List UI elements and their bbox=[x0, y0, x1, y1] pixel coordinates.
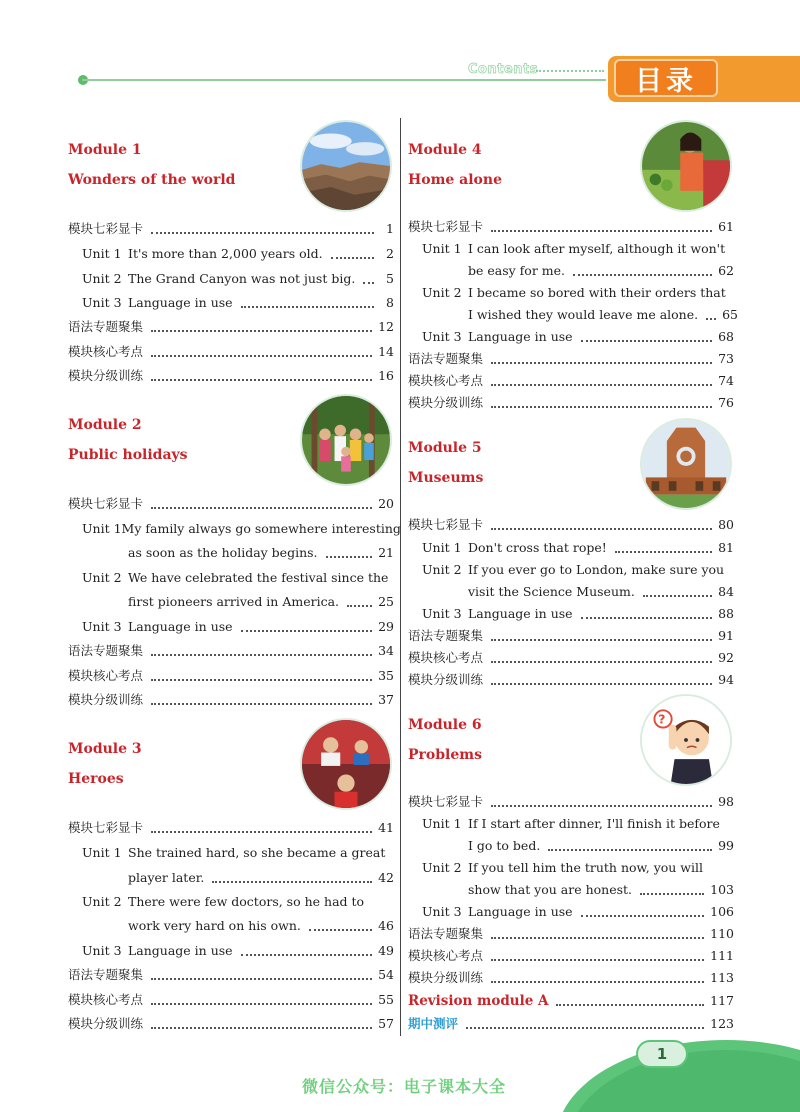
toc-row-unit[interactable] bbox=[82, 293, 394, 313]
module-1-title[interactable]: Wonders of the world bbox=[68, 172, 236, 188]
toc-row[interactable] bbox=[408, 648, 734, 668]
toc-row-unit[interactable] bbox=[422, 239, 734, 259]
row-label: 模块七彩显卡 bbox=[68, 496, 144, 511]
header-rule bbox=[82, 79, 606, 81]
page-number: 62 bbox=[718, 263, 734, 278]
grand-canyon-photo bbox=[300, 120, 392, 212]
page-number: 29 bbox=[378, 619, 394, 634]
unit-title: If I start after dinner, I'll finish it before bbox=[468, 816, 720, 831]
page-number-badge: 1 bbox=[636, 1040, 688, 1068]
page-number: 111 bbox=[710, 948, 734, 963]
toc-row-unit[interactable] bbox=[82, 617, 394, 637]
toc-row-unit[interactable] bbox=[422, 560, 734, 580]
row-label: 模块分级训练 bbox=[68, 368, 144, 383]
unit-title: Language in use bbox=[468, 904, 573, 919]
page-number: 103 bbox=[710, 882, 734, 897]
module-2-title[interactable]: Public holidays bbox=[68, 447, 188, 463]
svg-text:?: ? bbox=[658, 711, 666, 727]
row-label: 模块核心考点 bbox=[408, 948, 484, 963]
toc-row-unit[interactable] bbox=[82, 568, 394, 588]
row-label: 语法专题聚集 bbox=[408, 351, 484, 366]
unit-title: If you tell him the truth now, you will bbox=[468, 860, 703, 875]
row-label: 语法专题聚集 bbox=[68, 643, 144, 658]
toc-row-unit[interactable] bbox=[422, 327, 734, 347]
page-number: 1 bbox=[386, 221, 394, 236]
page-number: 84 bbox=[718, 584, 734, 599]
row-label: 模块七彩显卡 bbox=[408, 794, 484, 809]
unit-title: Language in use bbox=[128, 943, 233, 958]
toc-row[interactable] bbox=[68, 342, 394, 362]
toc-row-unit[interactable] bbox=[82, 269, 394, 289]
unit-title-continued: I go to bed. bbox=[468, 838, 541, 853]
toc-row-midterm[interactable] bbox=[408, 1014, 734, 1034]
toc-row[interactable] bbox=[408, 924, 734, 944]
page-number: 74 bbox=[718, 373, 734, 388]
row-label: 模块分级训练 bbox=[408, 672, 484, 687]
toc-row-continued[interactable] bbox=[468, 880, 734, 900]
page-number: 2 bbox=[386, 246, 394, 261]
row-label: 模块核心考点 bbox=[408, 650, 484, 665]
toc-row[interactable] bbox=[68, 317, 394, 337]
module-5-number[interactable]: Module 5 bbox=[408, 440, 482, 456]
page-number: 41 bbox=[378, 820, 394, 835]
unit-label: Unit 2 bbox=[82, 271, 122, 286]
row-label: 语法专题聚集 bbox=[408, 926, 484, 941]
toc-row-continued[interactable] bbox=[128, 868, 394, 888]
module-1-number[interactable]: Module 1 bbox=[68, 142, 142, 158]
unit-title-continued: as soon as the holiday begins. bbox=[128, 545, 318, 560]
page-number: 99 bbox=[718, 838, 734, 853]
unit-label: Unit 3 bbox=[82, 295, 122, 310]
page-number: 81 bbox=[718, 540, 734, 555]
toc-row[interactable] bbox=[68, 965, 394, 985]
toc-row[interactable] bbox=[408, 393, 734, 413]
toc-row-unit[interactable] bbox=[422, 902, 734, 922]
page-number: 113 bbox=[710, 970, 734, 985]
page-number: 80 bbox=[718, 517, 734, 532]
unit-label: Unit 1 bbox=[82, 521, 122, 536]
module-5-title[interactable]: Museums bbox=[408, 470, 484, 486]
unit-label: Unit 3 bbox=[82, 943, 122, 958]
toc-row[interactable] bbox=[408, 626, 734, 646]
unit-title-continued: I wished they would leave me alone. bbox=[468, 307, 699, 322]
unit-title-continued: be easy for me. bbox=[468, 263, 565, 278]
toc-row[interactable] bbox=[68, 1014, 394, 1034]
page-title: 目录 bbox=[635, 65, 697, 97]
midterm-label: 期中测评 bbox=[408, 1016, 459, 1031]
toc-row[interactable] bbox=[408, 371, 734, 391]
page-number: 88 bbox=[718, 606, 734, 621]
unit-title: The Grand Canyon was not just big. bbox=[128, 271, 356, 286]
unit-label: Unit 1 bbox=[422, 241, 462, 256]
page-number: 34 bbox=[378, 643, 394, 658]
row-label: 模块七彩显卡 bbox=[408, 219, 484, 234]
toc-row[interactable] bbox=[68, 366, 394, 386]
unit-label: Unit 2 bbox=[422, 285, 462, 300]
header-dotted-rule bbox=[536, 70, 604, 72]
column-divider bbox=[400, 118, 401, 1036]
toc-row[interactable] bbox=[408, 946, 734, 966]
unit-title-continued: player later. bbox=[128, 870, 205, 885]
family-holiday-photo bbox=[300, 394, 392, 486]
toc-row-unit[interactable] bbox=[82, 941, 394, 961]
contents-label: Contents bbox=[468, 62, 538, 77]
table-tennis-photo bbox=[300, 718, 392, 810]
page-number: 117 bbox=[710, 993, 734, 1008]
module-2-number[interactable]: Module 2 bbox=[68, 417, 142, 433]
unit-title: Language in use bbox=[468, 329, 573, 344]
page-number: 16 bbox=[378, 368, 394, 383]
toc-row-continued[interactable] bbox=[468, 582, 734, 602]
unit-label: Unit 1 bbox=[82, 246, 122, 261]
toc-row-unit[interactable] bbox=[422, 814, 734, 834]
row-label: 模块核心考点 bbox=[68, 344, 144, 359]
unit-title: She trained hard, so she became a great bbox=[128, 845, 386, 860]
toc-row-unit[interactable] bbox=[422, 283, 734, 303]
unit-title: We have celebrated the festival since the bbox=[128, 570, 389, 585]
unit-label: Unit 3 bbox=[422, 329, 462, 344]
toc-row-unit[interactable] bbox=[422, 538, 734, 558]
toc-row-continued[interactable] bbox=[468, 305, 739, 325]
confused-boy-illustration bbox=[640, 694, 732, 786]
row-label: 模块分级训练 bbox=[408, 970, 484, 985]
toc-row[interactable] bbox=[408, 670, 734, 690]
unit-label: Unit 1 bbox=[422, 540, 462, 555]
unit-label: Unit 3 bbox=[422, 606, 462, 621]
unit-label: Unit 1 bbox=[82, 845, 122, 860]
toc-row[interactable] bbox=[68, 641, 394, 661]
page-number: 5 bbox=[386, 271, 394, 286]
toc-row-unit[interactable] bbox=[82, 244, 394, 264]
toc-row[interactable] bbox=[68, 666, 394, 686]
page-number: 110 bbox=[710, 926, 734, 941]
row-label: 模块七彩显卡 bbox=[68, 221, 144, 236]
toc-row-continued[interactable] bbox=[128, 592, 394, 612]
page-number: 68 bbox=[718, 329, 734, 344]
page-number: 94 bbox=[718, 672, 734, 687]
row-label: 模块七彩显卡 bbox=[408, 517, 484, 532]
unit-label: Unit 3 bbox=[422, 904, 462, 919]
page-number: 20 bbox=[378, 496, 394, 511]
unit-label: Unit 2 bbox=[82, 894, 122, 909]
toc-row-unit[interactable] bbox=[82, 892, 394, 912]
page-number: 8 bbox=[386, 295, 394, 310]
page-number: 12 bbox=[378, 319, 394, 334]
unit-title: Language in use bbox=[128, 619, 233, 634]
revision-module-label: Revision module A bbox=[408, 993, 549, 1009]
museum-building-photo bbox=[640, 418, 732, 510]
girl-shopping-photo bbox=[640, 120, 732, 212]
unit-title-continued: first pioneers arrived in America. bbox=[128, 594, 339, 609]
unit-title: Don't cross that rope! bbox=[468, 540, 607, 555]
module-4-number[interactable]: Module 4 bbox=[408, 142, 482, 158]
row-label: 语法专题聚集 bbox=[68, 967, 144, 982]
page-number: 46 bbox=[378, 918, 394, 933]
unit-title: I became so bored with their orders that bbox=[468, 285, 726, 300]
toc-row[interactable] bbox=[408, 349, 734, 369]
unit-title-continued: visit the Science Museum. bbox=[468, 584, 635, 599]
toc-row[interactable] bbox=[68, 219, 394, 239]
row-label: 模块分级训练 bbox=[68, 692, 144, 707]
unit-label: Unit 3 bbox=[82, 619, 122, 634]
page-number: 73 bbox=[718, 351, 734, 366]
page-number: 42 bbox=[378, 870, 394, 885]
unit-label: Unit 2 bbox=[422, 562, 462, 577]
unit-title: My family always go somewhere interesting bbox=[121, 521, 401, 536]
toc-row-unit[interactable] bbox=[82, 843, 394, 863]
page-number: 37 bbox=[378, 692, 394, 707]
toc-row[interactable] bbox=[68, 494, 394, 514]
page-number: 91 bbox=[718, 628, 734, 643]
unit-title: If you ever go to London, make sure you bbox=[468, 562, 725, 577]
row-label: 模块核心考点 bbox=[408, 373, 484, 388]
toc-row-unit[interactable] bbox=[422, 858, 734, 878]
page-number: 123 bbox=[710, 1016, 734, 1031]
header-title-box bbox=[614, 59, 718, 97]
toc-row[interactable] bbox=[408, 792, 734, 812]
unit-title: There were few doctors, so he had to bbox=[128, 894, 365, 909]
page-number: 25 bbox=[378, 594, 394, 609]
row-label: 模块七彩显卡 bbox=[68, 820, 144, 835]
module-6-number[interactable]: Module 6 bbox=[408, 717, 482, 733]
toc-row[interactable] bbox=[68, 818, 394, 838]
toc-row[interactable] bbox=[68, 690, 394, 710]
page-number: 98 bbox=[718, 794, 734, 809]
toc-row-revision[interactable] bbox=[408, 991, 734, 1011]
page-number: 65 bbox=[722, 307, 739, 322]
unit-label: Unit 1 bbox=[422, 816, 462, 831]
module-3-number[interactable]: Module 3 bbox=[68, 741, 142, 757]
module-6-title[interactable]: Problems bbox=[408, 747, 482, 763]
row-label: 模块分级训练 bbox=[68, 1016, 144, 1031]
toc-row[interactable] bbox=[408, 217, 734, 237]
row-label: 语法专题聚集 bbox=[68, 319, 144, 334]
module-3-title[interactable]: Heroes bbox=[68, 771, 124, 787]
unit-title: Language in use bbox=[468, 606, 573, 621]
toc-row-continued[interactable] bbox=[468, 836, 734, 856]
page-number: 35 bbox=[378, 668, 394, 683]
page-number: 55 bbox=[378, 992, 394, 1007]
page-number: 57 bbox=[378, 1016, 394, 1031]
page-number: 61 bbox=[718, 219, 734, 234]
wechat-watermark: 微信公众号：电子课本大全 bbox=[302, 1077, 507, 1096]
unit-title: I can look after myself, although it won't bbox=[468, 241, 726, 256]
unit-title: Language in use bbox=[128, 295, 233, 310]
toc-row[interactable] bbox=[408, 968, 734, 988]
page-number: 21 bbox=[378, 545, 394, 560]
toc-row-continued[interactable] bbox=[128, 543, 394, 563]
row-label: 模块核心考点 bbox=[68, 992, 144, 1007]
unit-label: Unit 2 bbox=[82, 570, 122, 585]
page-number: 92 bbox=[718, 650, 734, 665]
toc-row[interactable] bbox=[68, 990, 394, 1010]
page-number: 14 bbox=[378, 344, 394, 359]
page-number: 76 bbox=[718, 395, 734, 410]
unit-label: Unit 2 bbox=[422, 860, 462, 875]
toc-row-unit[interactable] bbox=[82, 519, 401, 539]
row-label: 模块分级训练 bbox=[408, 395, 484, 410]
toc-row-unit[interactable] bbox=[422, 604, 734, 624]
page-number: 106 bbox=[710, 904, 734, 919]
toc-row-continued[interactable] bbox=[128, 916, 394, 936]
unit-title-continued: show that you are honest. bbox=[468, 882, 633, 897]
toc-row-continued[interactable] bbox=[468, 261, 734, 281]
row-label: 语法专题聚集 bbox=[408, 628, 484, 643]
toc-row[interactable] bbox=[408, 515, 734, 535]
module-4-title[interactable]: Home alone bbox=[408, 172, 502, 188]
page-number: 49 bbox=[378, 943, 394, 958]
unit-title: It's more than 2,000 years old. bbox=[128, 246, 323, 261]
page-number: 54 bbox=[378, 967, 394, 982]
unit-title-continued: work very hard on his own. bbox=[128, 918, 301, 933]
row-label: 模块核心考点 bbox=[68, 668, 144, 683]
